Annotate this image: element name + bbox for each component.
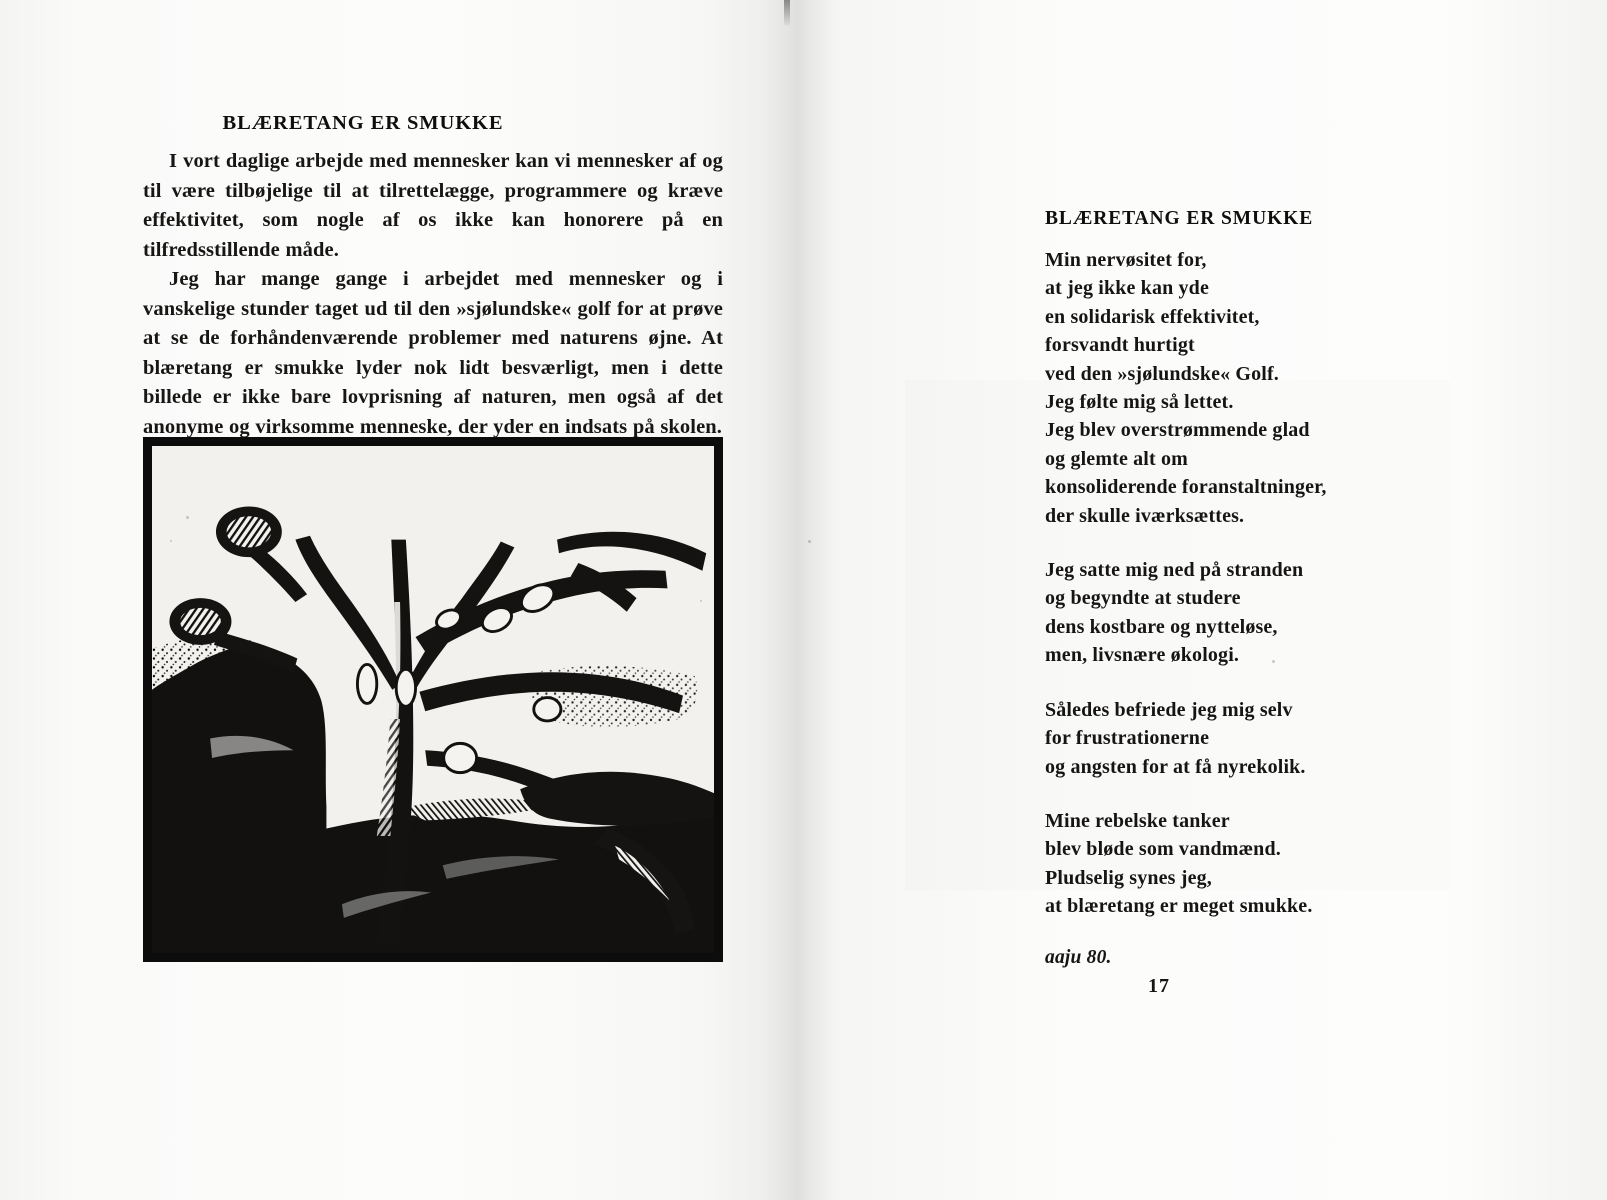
poem-stanza-4 xyxy=(1045,807,1465,921)
poem-line: Jeg satte mig ned på stranden xyxy=(1045,559,1304,582)
poem-line: Jeg følte mig så lettet. xyxy=(1045,391,1234,414)
poem-title: BLÆRETANG ER SMUKKE xyxy=(1045,208,1314,229)
poem-line: ved den »sjølundske« Golf. xyxy=(1045,362,1279,385)
essay-paragraph-1: I vort daglige arbejde med mennesker kan vi mennesker af og til være tilbøjelige til at tilrettelægge, programmere og kræve effektivitet, som nogle af os ikke kan honorere på en tilfredsstillende måde. xyxy=(143,150,723,261)
poem-line: forsvandt hurtigt xyxy=(1045,334,1195,357)
poem-line: Pludselig synes jeg, xyxy=(1045,866,1212,889)
poem-text-block xyxy=(1045,208,1465,969)
poem-line: og begyndte at studere xyxy=(1045,587,1241,610)
essay-title: BLÆRETANG ER SMUKKE xyxy=(222,112,504,134)
woodcut-illustration-frame xyxy=(143,437,723,962)
poem-line: dens kostbare og nytteløse, xyxy=(1045,615,1278,638)
poem-stanza-2 xyxy=(1045,556,1465,670)
poem-line: Min nervøsitet for, xyxy=(1045,249,1207,271)
poem-line: konsoliderende foranstaltninger, xyxy=(1045,476,1327,499)
poem-stanza-3 xyxy=(1045,696,1465,781)
poem-line: blev bløde som vandmænd. xyxy=(1045,838,1281,861)
poem-signature: aaju 80. xyxy=(1045,946,1112,968)
poem-line: der skulle iværksættes. xyxy=(1045,504,1245,527)
essay-paragraph-2: Jeg har mange gange i arbejdet med mennesker og i vanskelige stunder taget ud til den »sjølundske« golf for at prøve at se de forhåndenværende problemer med naturens øjne. At blæretang er smukke lyder nok lidt besværligt, men i dette billede er ikke bare lovprisning af naturen, men også af det anonyme og virksomme menneske, der yder en indsats på skolen. xyxy=(143,268,723,438)
poem-line: Mine rebelske tanker xyxy=(1045,809,1230,832)
poem-line: Jeg blev overstrømmende glad xyxy=(1045,419,1310,442)
poem-stanza-1 xyxy=(1045,246,1465,530)
poem-line: men, livsnære økologi. xyxy=(1045,644,1240,667)
poem-line: for frustrationerne xyxy=(1045,727,1210,750)
essay-text-block xyxy=(143,112,723,442)
poem-line: Således befriede jeg mig selv xyxy=(1045,698,1293,721)
woodcut-illustration xyxy=(152,446,714,953)
poem-line: og angsten for at få nyrekolik. xyxy=(1045,755,1306,778)
poem-line: at jeg ikke kan yde xyxy=(1045,277,1209,300)
poem-line: en solidarisk effektivitet, xyxy=(1045,305,1260,328)
poem-line: og glemte alt om xyxy=(1045,447,1188,470)
page-number: 17 xyxy=(1148,975,1170,997)
poem-line: at blæretang er meget smukke. xyxy=(1045,895,1313,918)
